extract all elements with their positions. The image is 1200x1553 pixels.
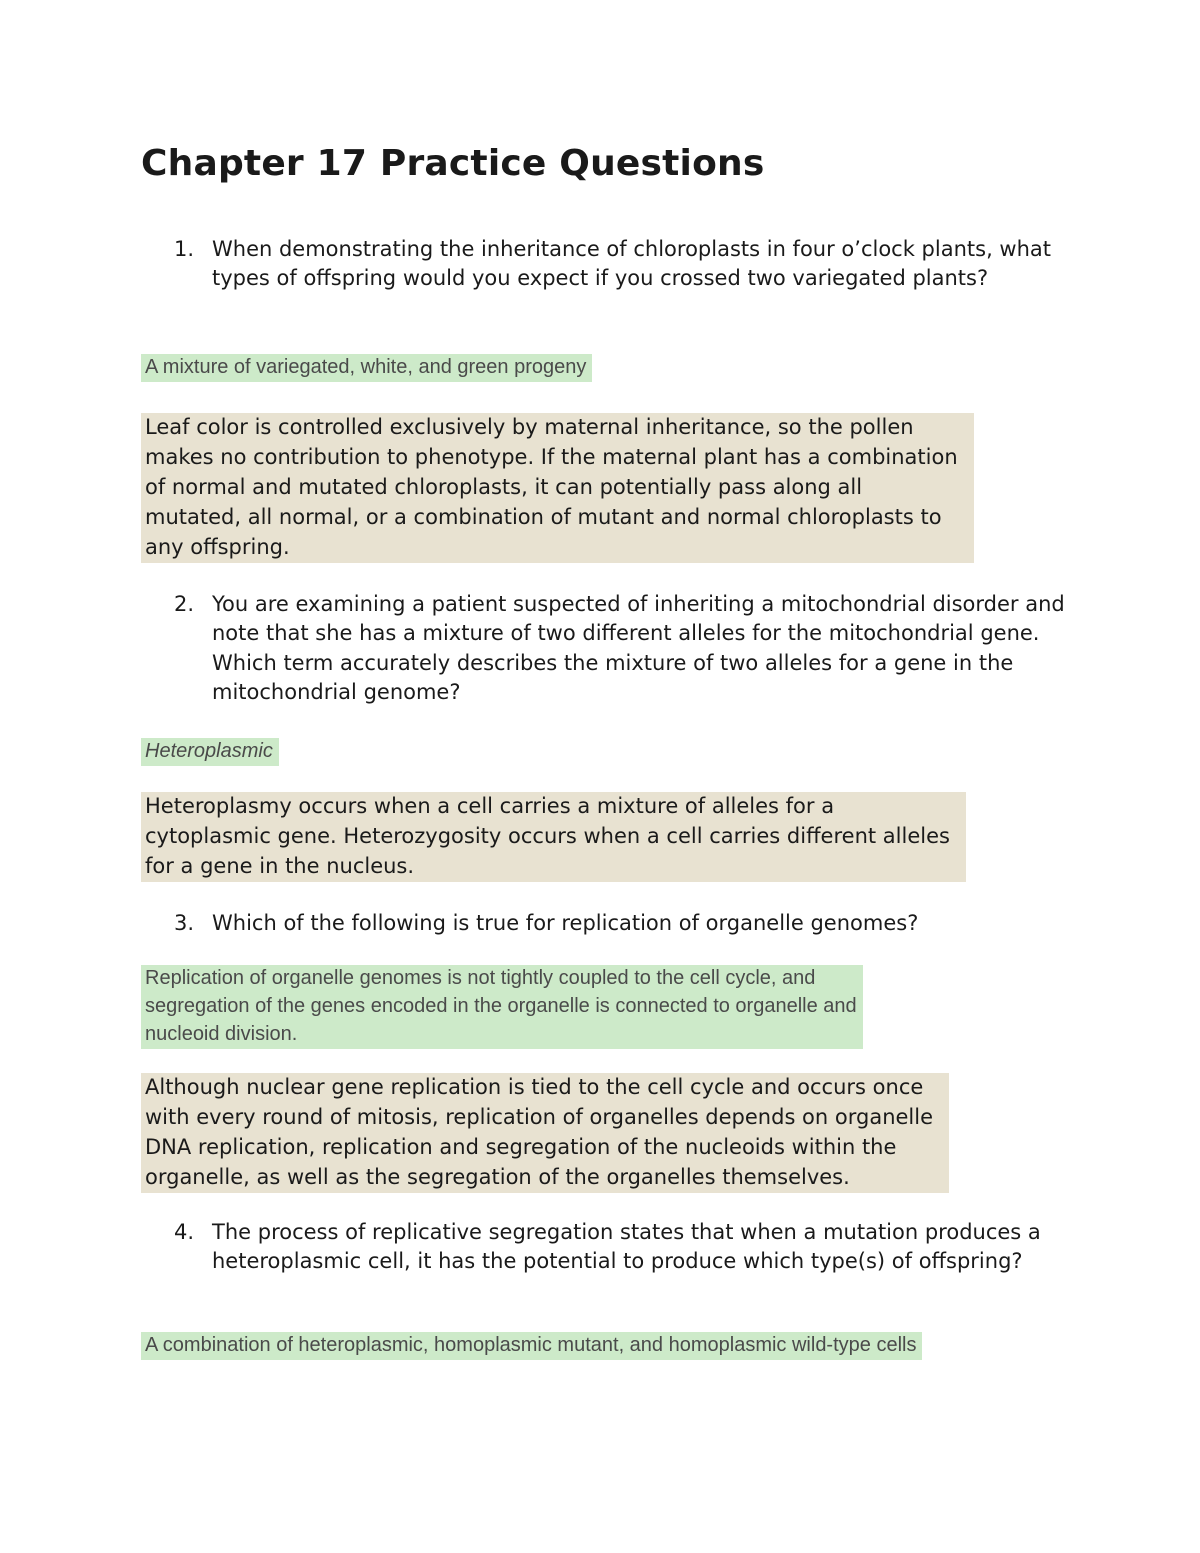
explanation-line: for a gene in the nucleus. — [143, 854, 422, 879]
answer-1 — [141, 354, 592, 382]
answer-line: segregation of the genes encoded in the organelle is connected to organelle and — [143, 995, 860, 1018]
question-number: 1. — [174, 237, 195, 261]
explanation-line: mutated, all normal, or a combination of mutant and normal chloroplasts to — [143, 505, 950, 530]
explanation-line: makes no contribution to phenotype. If the maternal plant has a combination — [143, 445, 966, 470]
answer-line: A combination of heteroplasmic, homoplasmic mutant, and homoplasmic wild-type cells — [143, 1334, 919, 1357]
question-number: 4. — [174, 1220, 195, 1244]
answer-line: nucleoid division. — [143, 1023, 300, 1046]
answer-line: A mixture of variegated, white, and green progeny — [143, 356, 589, 379]
explanation-line: with every round of mitosis, replication of organelles depends on organelle — [143, 1105, 941, 1130]
explanation-line: any offspring. — [143, 535, 298, 560]
answer-line: Replication of organelle genomes is not tightly coupled to the cell cycle, and — [143, 967, 818, 990]
explanation-line: Although nuclear gene replication is tied to the cell cycle and occurs once — [143, 1075, 931, 1100]
page-title: Chapter 17 Practice Questions — [141, 143, 765, 184]
explanation-line: DNA replication, replication and segregation of the nucleoids within the — [143, 1135, 904, 1160]
question-1 — [174, 235, 1074, 294]
explanation-2 — [141, 792, 966, 882]
question-text: When demonstrating the inheritance of chloroplasts in four o’clock plants, what types of offspring would you expect if you crossed two variegated plants? — [212, 237, 1052, 291]
question-text: You are examining a patient suspected of inheriting a mitochondrial disorder and note that she has a mixture of two different alleles for the mitochondrial gene. Which term accurately describes the mixture of two alleles for a gene in the mitochondrial genome? — [212, 592, 1065, 705]
explanation-1 — [141, 413, 974, 563]
question-text: Which of the following is true for replication of organelle genomes? — [212, 911, 919, 935]
answer-2 — [141, 738, 279, 766]
explanation-line: Heteroplasmy occurs when a cell carries a mixture of alleles for a — [143, 794, 842, 819]
question-number: 2. — [174, 592, 195, 616]
explanation-line: cytoplasmic gene. Heterozygosity occurs when a cell carries different alleles — [143, 824, 958, 849]
question-4 — [174, 1218, 1074, 1277]
explanation-3 — [141, 1073, 949, 1193]
question-text: The process of replicative segregation states that when a mutation produces a heteroplasmic cell, it has the potential to produce which type(s) of offspring? — [212, 1220, 1041, 1274]
explanation-line: organelle, as well as the segregation of the organelles themselves. — [143, 1165, 858, 1190]
explanation-line: Leaf color is controlled exclusively by maternal inheritance, so the pollen — [143, 415, 922, 440]
question-2 — [174, 590, 1074, 708]
explanation-line: of normal and mutated chloroplasts, it can potentially pass along all — [143, 475, 870, 500]
question-number: 3. — [174, 911, 195, 935]
answer-line: Heteroplasmic — [143, 740, 276, 763]
answer-3 — [141, 965, 863, 1049]
answer-4 — [141, 1332, 922, 1360]
question-3 — [174, 909, 1074, 938]
